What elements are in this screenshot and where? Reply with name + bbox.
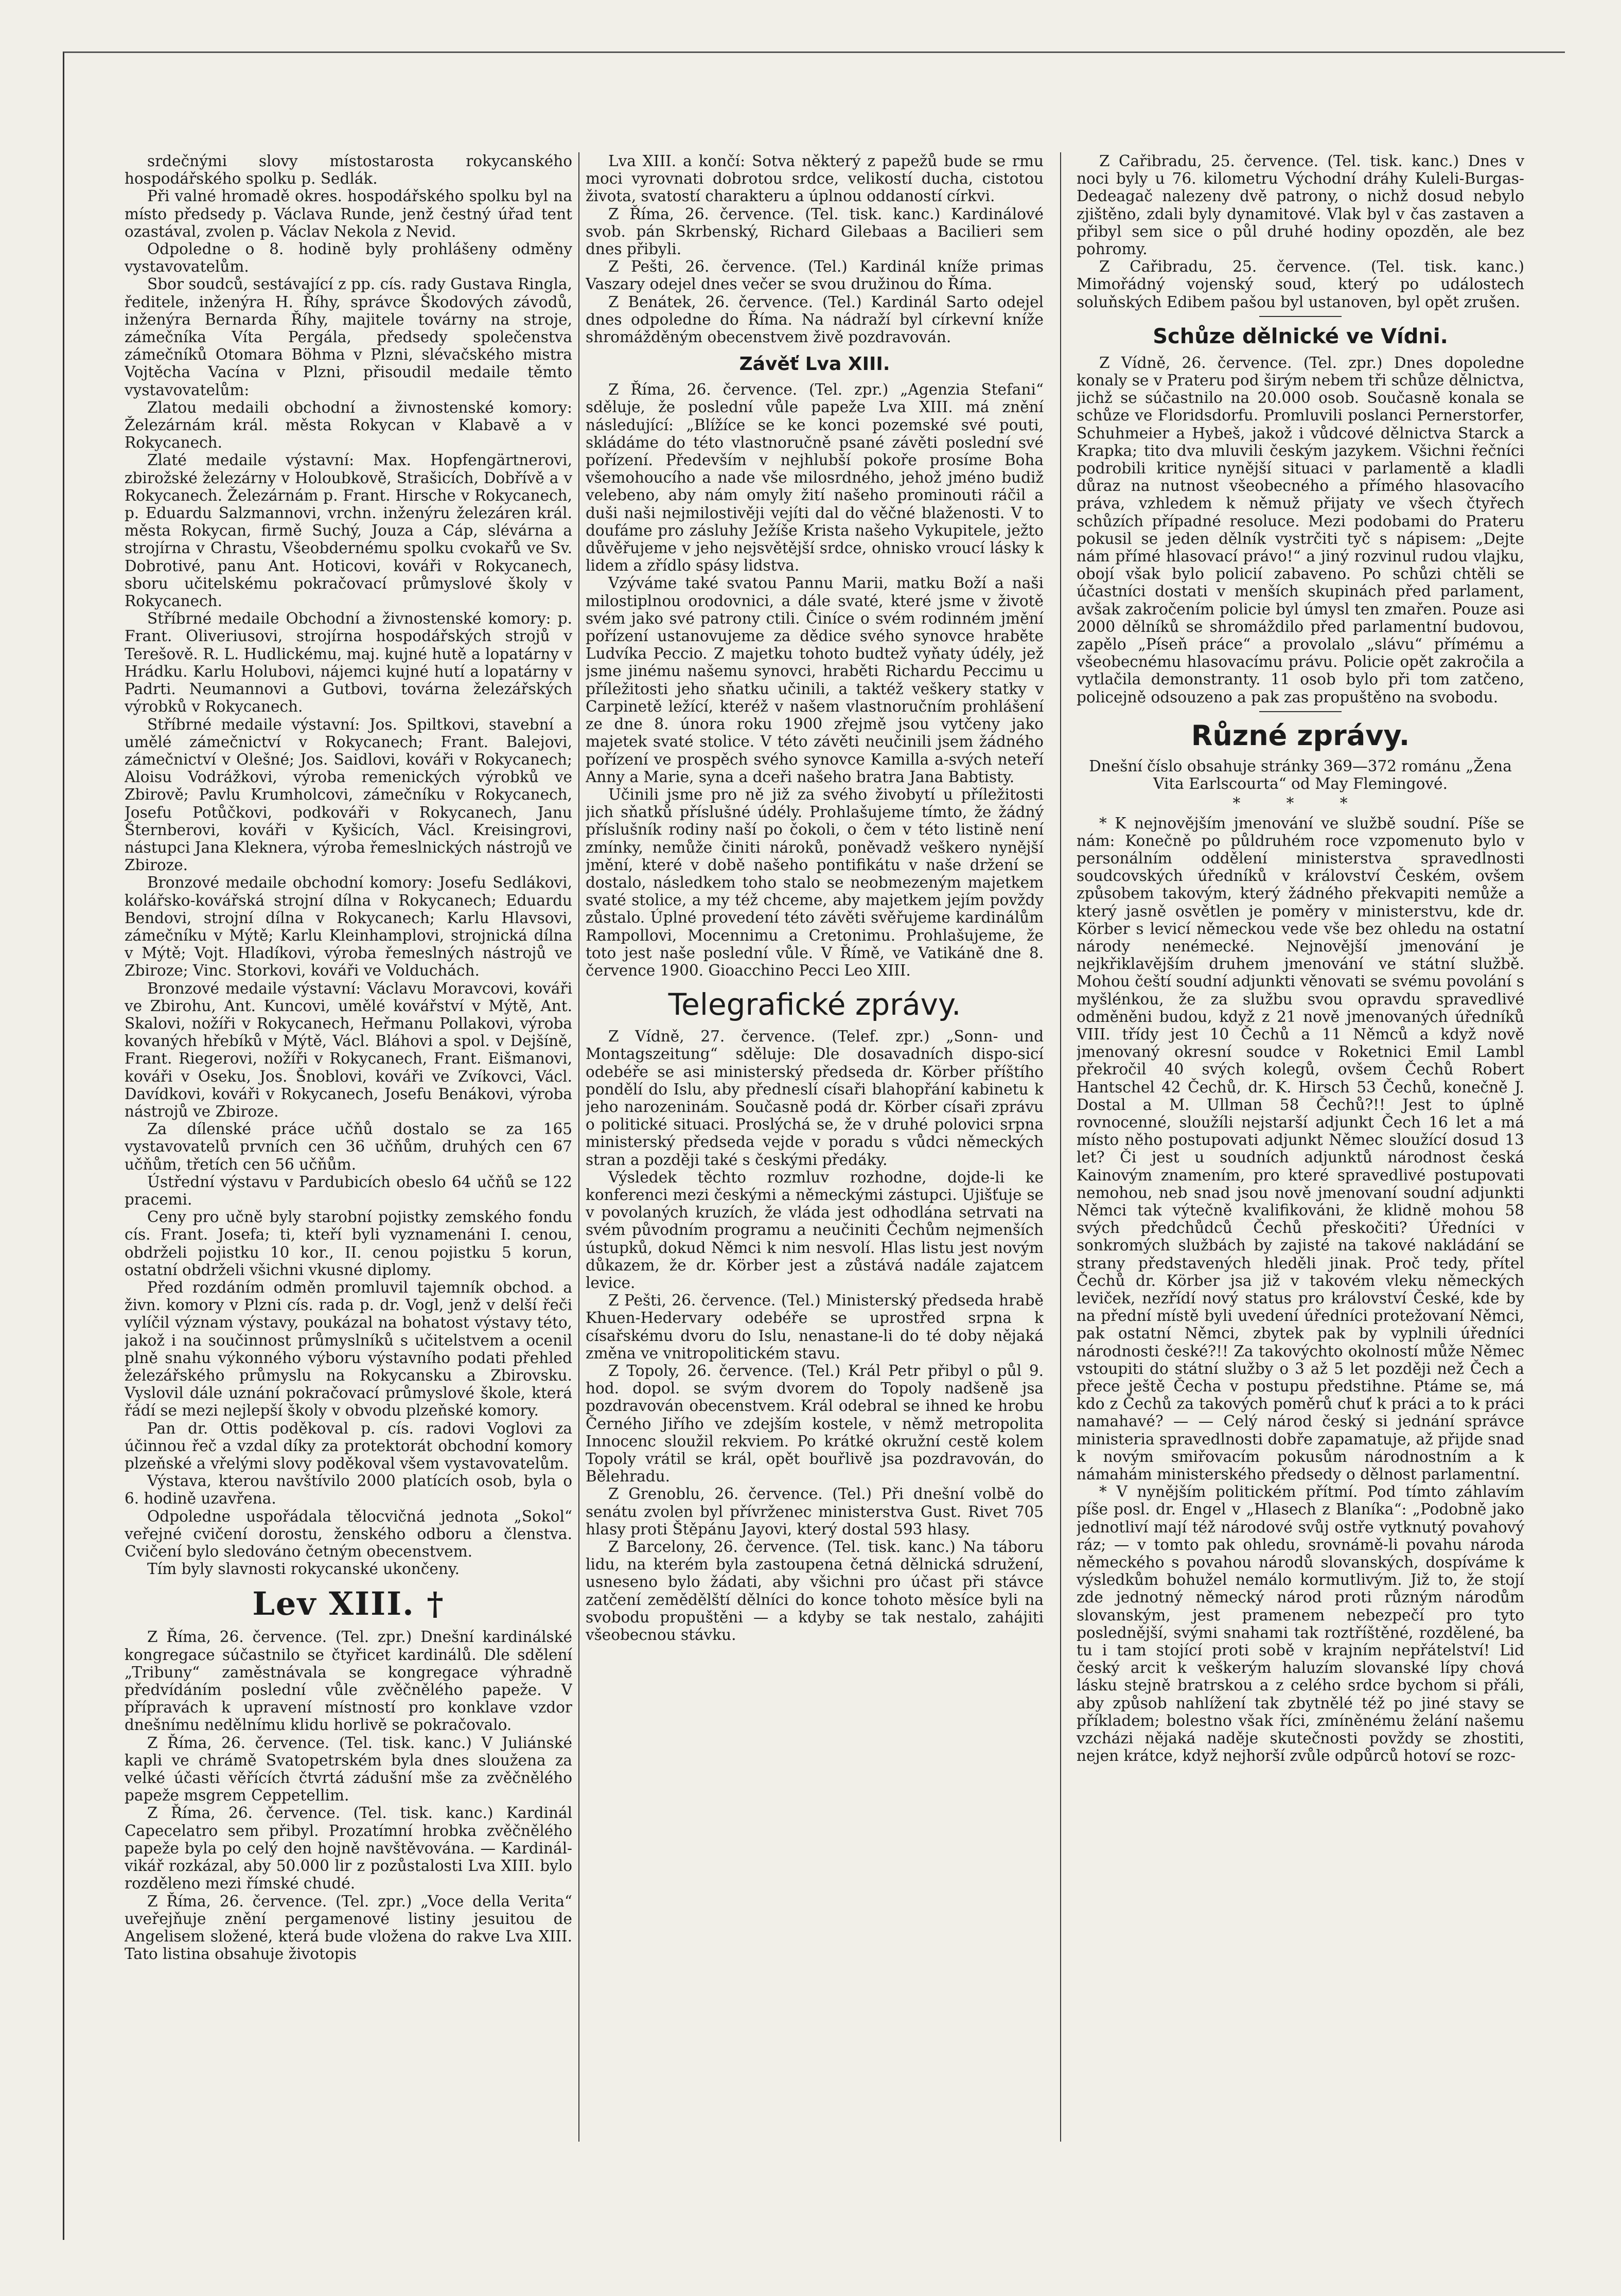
paragraph: Z Vídně, 27. července. (Telef. zpr.) „Sonn- und Montagszeitung“ sděluje: Dle dosavadních dispo-sicí odebéře se asi ministerský předseda dr. Körber příštího pondělí do Islu, aby předneslí císaři blahopřání kabinetu k jeho narozeninám. Současně podá dr. Körber císaři zprávu o politické situaci. Proslýchá se, že v druhé polovici srpna ministerský předseda vejde v poradu s vůdci německých stran a později také s českými předáky.	[586, 1028, 1044, 1169]
paragraph: Tím byly slavnosti rokycanské ukončeny.	[147, 1560, 460, 1578]
paragraph: srdečnými slovy místostarosta rokycanského hospodářského spolku p. Sedlák.	[125, 152, 572, 188]
paragraph: * V nynějším politickém přítmí. Pod tímto záhlavím píše posl. dr. Engel v „Hlasech z Blaníka“: „Podobně jako jednotliví mají též národové svůj ostře vytknutý povahový ráz; — v tomto pak ohledu, srovnámě-li povahu národa německého s povahou národů slovanských, dospíváme k výsledkům bohužel nemálo kormutlivým. Již to, že stojí zde jednotný německý národ proti různým národům slovanským, jest pramenem nebezpečí pro tyto poslednější, svými snahami tak roztříštěné, rozdělené, ba tu i tam stojící proti sobě v krajním nepřátelství! Lid český arcit k veškerým haluzím slovanské lípy chová lásku stejně bratrskou a z celého srdce bychom si přáli, aby způsob nahlížení tak zbytnělé též po jiné stavy se příkladem; bolestno však říci, zmíněnému želání našemu vzcházi nějaká naděje skutečnosti povždy se zhostiti, nejen krátce, když nejhorší zvůle odpůrců hotoví se rozc-	[1077, 1483, 1524, 1765]
paragraph: Pan dr. Ottis poděkoval p. cís. radovi Voglovi za účinnou řeč a vzdal díky za protektorát obchodní komory plzeňské a vřelými slovy poděkoval všem vystavovatelům.	[125, 1419, 572, 1473]
paragraph: Za dílenské práce učňů dostalo se za 165 vystavovatelů prvních cen 36 učňům, druhých cen 67 učňům, třetích cen 56 učňům.	[125, 1120, 572, 1173]
paragraph: Výstava, kterou navštívilo 2000 platících osob, byla o 6. hodině uzavřena.	[125, 1472, 572, 1508]
section-divider	[1259, 711, 1342, 712]
paragraph: Ústřední výstavu v Pardubicích obeslo 64 učňů se 122 pracemi.	[125, 1173, 572, 1208]
paragraph: Z Grenoblu, 26. července. (Tel.) Při dnešní volbě do senátu zvolen byl přívrženec ministerstva Gust. Rivet 705 hlasy proti Štěpánu Jayovi, který dostal 593 hlasy.	[586, 1485, 1044, 1538]
paragraph: Odpoledne o 8. hodině byly prohlášeny odměny vystavovatelům.	[125, 240, 572, 276]
paragraph: Bronzové medaile obchodní komory: Josefu Sedlákovi, kolářsko-kovářská strojní dílna v Rokycanech; Eduardu Bendovi, strojní dílna v Rokycanech; Karlu Hlavsovi, zámečníku v Mýtě; Karlu Kleinhamplovi, strojnická dílna v Mýtě; Vojt. Hladíkovi, výroba řemeslných nástrojů ve Zbiroze; Vinc. Storkovi, kováři ve Volduchách.	[125, 874, 572, 980]
column-rule-2	[1060, 152, 1061, 2142]
section-heading-schuze: Schůze dělnické ve Vídni.	[1153, 324, 1448, 348]
paragraph: Z Říma, 26. července. (Tel. tisk. kanc.) Kardinálové svob. pán Skrbenský, Richard Gilebaas a Bacilieri sem dnes přibyli.	[586, 205, 1044, 258]
paragraph: Bronzové medaile výstavní: Václavu Moravcovi, kováři ve Zbirohu, Ant. Kuncovi, umělé kovářství v Mýtě, Ant. Skalovi, nožíři v Rokycanech, Heřmanu Pollakovi, výroba kovaných hřebíků v Mýtě, Václ. Bláhovi a spol. v Dejšíně, Frant. Riegerovi, nožíři v Rokycanech, Frant. Eišmanovi, kováři v Oseku, Jos. Šnoblovi, kováři ve Zvíkovci, Václ. Davídkovi, kováři v Rokycanech, Josefu Benákovi, výroba nástrojů ve Zbiroze.	[125, 979, 572, 1120]
paragraph: Z Cařibradu, 25. července. (Tel. tisk. kanc.) Mimořádný vojenský soud, který po událostech soluňských Edibem pašou byl ustanoven, byl opět zrušen.	[1077, 258, 1524, 311]
paragraph: * K nejnovějším jmenování ve službě soudní. Píše se nám: Konečně po půldruhém roce vzpomenuto bylo v personálním oddělení ministerstva spravedlnosti soudcovských úředníků v království Českém, ovšem způsobem takovým, který žádného překvapiti nemůže a který jasně osvětlen je poměry v ministerstvu, kde dr. Körber s levicí německou vede vše bez ohledu na ostatní národy nenémecké. Nejnovější jmenování je nejkřiklavějším druhem jmenování ve státní službě. Mohou čeští soudní adjunkti věnovati se svému povolání s myšlénkou, že za službu svou opravdu spravedlivé odměněni budou, když z 21 nově jmenovaných úředníků VIII. třídy jest 10 Čechů a 11 Němců a když nově jmenovaný okresní soudce v Roketnici Emil Lambl překročil 40 svých kolegů, ovšem Čechů Robert Hantschel 42 Čechů, dr. K. Hirsch 53 Čechů, konečně J. Dostal a M. Ullman 58 Čechů?!! Jest to úplně rovnocenné, sloužíli nejstarší adjunkt Čech 16 let a má místo něho postupovati adjunkt Němec sloužící dosud 13 let? Či jest u soudních adjunktů národnost česká Kainovým znamením, pro které spravedlivé postupovati nemohou, neb snad jsou nově jmenovaní soudní adjunkti Němci tak výtečně kvalifikováni, že klidně mohou 58 svých předchůdců Čechů přeskočiti? Úředníci v sonkromých službách by zajisté na takové nakládání se strany představených hleděli jinak. Proč tedy, přítel Čechů dr. Körber jsa již v takovém vleku německých leviček, nezřídí nový status pro království České, kde by na přední místě byli uvedení úředníci protežovaní Němci, pak ostatní Němci, zbytek pak by vyplnili úředníci národnosti české?!! Za takovýchto okolností může Němec vstoupiti do státní služby o 3 až 5 let později než Čech a přece ještě Čecha v postupu předstihne. Ptáme se, má kdo z Čechů za takových poměrů chuť k práci a to k práci namahavé? — — Celý národ český si jednání správce ministeria spravedlnosti dobře zapamatuje, až přijde snad k novým smiřovacím pokusům národnostním a k námahám ministerského předsedy o dělnost parlamentní.	[1077, 814, 1524, 1483]
section-heading-zavet: Závěť Lva XIII.	[739, 354, 890, 375]
paragraph: Ceny pro učně byly starobní pojistky zemského fondu cís. Frant. Josefa; ti, kteří byli vyznamenáni I. cenou, obdrželi pojistku 10 kor., II. cenou pojistku 5 korun, ostatní obdrželi všichni vkusné diplomy.	[125, 1208, 572, 1279]
paragraph: Z Benátek, 26. července. (Tel.) Kardinál Sarto odejel dnes odpoledne do Říma. Na nádraží byl církevní kníže shromážděným obecenstvem živě pozdravován.	[586, 293, 1044, 346]
stars-divider: * * *	[1232, 794, 1368, 813]
paragraph: Z Pešti, 26. července. (Tel.) Ministerský předseda hrabě Khuen-Hedervary odebéře se uprostřed srpna k císařskému dvoru do Islu, nenastane-li do té doby nějaká změna ve vnitropolitickém stavu.	[586, 1292, 1044, 1362]
paragraph: Výsledek těchto rozmluv rozhodne, dojde-li ke konferenci mezi českými a německými zástupci. Ujišťuje se v povolaných kruzích, že vláda jest odhodlána setrvati na svém původním programu a neučiniti Čechům nejmenších ústupků, dokud Němci k nim nesvolí. Hlas listu jest novým důkazem, že dr. Körber jest a zůstává nadále zajatcem levice.	[586, 1168, 1044, 1292]
paragraph: Sbor soudců, sestávající z pp. cís. rady Gustava Ringla, ředitele, inženýra H. Říhy, správce Škodových závodů, inženýra Bernarda Říhy, majitele továrny na stroje, zámečníka Víta Pergála, předsedy společenstva zámečníků Otomara Böhma v Plzni, slévačského mistra Vojtěcha Vacína v Plzni, přisoudil medaile těmto vystavovatelům:	[125, 275, 572, 399]
paragraph: Z Vídně, 26. července. (Tel. zpr.) Dnes dopoledne konaly se v Prateru pod širým nebem tři schůze dělnictva, jichž se súčastnilo na 20.000 osob. Současně konala se schůze ve Floridsdorfu. Promluvili poslanci Pernerstorfer, Schuhmeier a Hybeš, jakož i vůdcové dělnictva Starck a Krapka; tito dva mluvili českým jazykem. Všichni řečníci podrobili kritice nynější situaci v parlamentě a kladli důraz na nutnost všeobecného a přímého hlasovacího práva, vzhledem k němuž přijaty ve všech čtyřech schůzích případné resoluce. Mezi podobami do Prateru pokusil se jeden dělník vystrčiti tyč s nápisem: „Dejte nám přímé hlasovací právo!“ a jiný rozvinul rudou vlajku, obojí však bylo policií zabaveno. Po schůzi chtěli se účastníci dostati v menších skupinách před parlament, avšak zakročením policie byl úmysl ten zmařen. Pouze asi 2000 dělníků se shromáždilo před parlamentní budovou, zapělo „Píseň práce“ a provolalo „slávu“ přímému a všeobecnému hlasovacímu právu. Policie opět zakročila a vytlačila demonstranty. 11 osob bylo při tom zatčeno, policejně odsouzeno a pak zas propuštěno na svobodu.	[1077, 354, 1524, 706]
paragraph: Z Říma, 26. července. (Tel. tisk. kanc.) V Juliánské kapli ve chrámě Svatopetrském byla dnes sloužena za velké účasti věřících čtvrtá zádušní mše za zvěčnělého papeže msgrem Ceppetellim.	[125, 1734, 572, 1805]
section-divider	[1259, 316, 1342, 317]
paragraph: Zlatou medaili obchodní a živnostenské komory: Železárnám král. města Rokycan v Klabavě a v Rokycanech.	[125, 398, 572, 452]
paragraph: Stříbrné medaile Obchodní a živnostenské komory: p. Frant. Oliveriusovi, strojírna hospodářských strojů v Terešově. R. L. Hudlickému, maj. kujné hutě a lopatárny v Hrádku. Karlu Holubovi, nájemci kujné hutí a lopatárny v Padrti. Neumannovi a Gutbovi, továrna železářských výrobků v Rokycanech.	[125, 610, 572, 716]
paragraph: Zlaté medaile výstavní: Max. Hopfengärtnerovi, zbirožské železárny v Holoubkově, Strašicích, Dobřívě a v Rokycanech. Železárnám p. Frant. Hirsche v Rokycanech, p. Eduardu Salzmannovi, vrchn. inženýru železáren král. města Rokycan, firmě Suchý, Jouza a Cáp, slévárna a strojírna v Chrastu, Všeobdernému spolku cvokařů ve Sv. Dobrotivé, panu Ant. Hoticovi, kováři v Rokycanech, sboru učitelskému pokračovací průmyslové školy v Rokycanech.	[125, 451, 572, 610]
paragraph: Lva XIII. a končí: Sotva některý z papežů bude se rmu moci vyrovnati dobrotou srdce, velikostí ducha, cistotou života, svatostí charakteru a úplnou oddaností církvi.	[586, 152, 1044, 205]
paragraph: Z Cařibradu, 25. července. (Tel. tisk. kanc.) Dnes v noci byly u 76. kilometru Východní dráhy Kuleli-Burgas-Dedeagač nalezeny dvě patrony, o nichž dosud nebylo zjištěno, zdali byly dynamitové. Vlak byl v čas zastaven a přibyl sem sice o půl druhé hodiny opozděn, ale bez pohromy.	[1077, 152, 1524, 258]
column-3	[1077, 152, 1524, 2193]
section-heading-ruzne: Různé zprávy.	[1191, 719, 1410, 752]
paragraph: Vzýváme také svatou Pannu Marii, matku Boží a naši milostiplnou orodovnici, a dále svaté, které jsme v životě svém jako své patrony ctili. Činíce o svém rodinném jmění pořízení ustanovujeme za dědice svého synovce hraběte Ludvíka Peccio. Z majetku tohoto budtež vyňaty údély, jež jsme jinému našemu synovci, hraběti Richardu Peccimu u příležitosti jeho sňatku učinili, a taktéž veškery statky v Carpinetě ležící, kteréž v našem vlastnoručním prohlášení ze dne 8. února roku 1900 zřejmě jsou vytčeny jako majetek svaté stolice. V této závěti neučinili jsem žádného pořízení ve prospěch svého synovce Kamilla a-svých neteří Anny a Marie, syna a dceři našeho bratra Jana Babtisty.	[586, 574, 1044, 786]
paragraph: Z Říma, 26. července. (Tel. tisk. kanc.) Kardinál Capecelatro sem přibyl. Prozatímní hrobka zvěčnělého papeže byla po celý den hojně navštěvována. — Kardinál-vikář rozkázal, aby 50.000 lir z pozůstalosti Lva XIII. bylo rozděleno mezi římské chudé.	[125, 1804, 572, 1893]
paragraph: Před rozdáním odměn promluvil tajemník obchod. a živn. komory v Plzni cís. rada p. dr. Vogl, jenž v delší řeči vylíčil význam výstavy, poukázal na bohatost výstavy této, jakož i na součinnost průmyslníků s učitelstvem a ocenil plně snahu výkonného výboru výstavního podati přehled železářského průmyslu na Rokycansku a Zbirovsku. Vyslovil dále uznání pokračovací průmyslové škole, která řádí se mezi nejlepší školy v obvodu plzeňské komory.	[125, 1279, 572, 1420]
notice: Dnešní číslo obsahuje stránky 369—372 románu „Žena Vita Earlscourta“ od May Flemingové.	[1089, 757, 1512, 793]
column-rule-1	[578, 152, 579, 2142]
paragraph: Z Pešti, 26. července. (Tel.) Kardinál kníže primas Vaszary odejel dnes večer se svou družinou do Říma.	[586, 258, 1044, 293]
paragraph: Z Topoly, 26. července. (Tel.) Král Petr přibyl o půl 9. hod. dopol. se svým dvorem do Topoly nadšeně jsa pozdravován obecenstvem. Král odebral se ihned ke hrobu Černého Jiřího ve zdejším kostele, v němž metropolita Innocenc sloužil rekviem. Po krátké okružní cestě kolem Topoly vrátil se král, opět bouřlivě jsa pozdravován, do Bělehradu.	[586, 1362, 1044, 1486]
paragraph: Odpoledne uspořádala tělocvičná jednota „Sokol“ veřejné cvičení dorostu, ženského odboru a členstva. Cvičení bylo sledováno četným obecenstvem.	[125, 1507, 572, 1561]
column-2	[586, 152, 1044, 2193]
paragraph: Z Říma, 26. července. (Tel. zpr.) Dnešní kardinálské kongregace súčastnilo se čtyřicet kardinálů. Dle sdělení „Tribuny“ zaměstnávala se kongregace výhradně předvídáním poslední vůle zvěčnělého papeže. V přípravách k upravení místností pro konklave vzdor dnešnímu nedělnímu klidu horlivě se pokračovalo.	[125, 1628, 572, 1734]
paragraph: Z Říma, 26. července. (Tel. zpr.) „Agenzia Stefani“ sděluje, že poslední vůle papeže Lva XIII. má znění následující: „Blížíce se ke konci pozemské své pouti, skládáme do této vlastnoručně psané závěti poslední své pořízení. Především v nejhlubší pokoře prosíme Boha všemohoucího a nade vše milosrdného, jehož jméno budiž velebeno, aby nám omyly žití našeho prominouti ráčil a duši naši nejmilostivěji vejíti dal do věčné blaženosti. V to doufáme pro zásluhy Ježíše Krista našeho Vykupitele, ježto důvěřujeme v jeho nejsvětější srdce, ohnisko vroucí lásky k lidem a zřídlo spásy lidstva.	[586, 381, 1044, 575]
paragraph: Stříbrné medaile výstavní: Jos. Spiltkovi, stavební a umělé zámečnictví v Rokycanech; Frant. Balejovi, zámečnictví v Olešné; Jos. Saidlovi, kováři v Rokycanech; Aloisu Vodrážkovi, výroba remenických výrobků ve Zbirově; Pavlu Krumholcovi, zámečníku v Rokycanech, Josefu Potůčkovi, podkováři v Rokycanech, Janu Šternberovi, kováři v Kyšicích, Václ. Kreisingrovi, nástupci Jana Kleknera, výroba řemeslnických nástrojů ve Zbiroze.	[125, 715, 572, 874]
paragraph: Z Barcelony, 26. července. (Tel. tisk. kanc.) Na táboru lidu, na kterém byla zastoupena četná dělnická sdružení, usneseno bylo žádati, aby všichni pro účast při stávce zatčení zemědělští dělníci do konce tohoto měsíce byli na svobodu propuštěni — a kdyby se tak nestalo, zahájiti všeobecnou stávku.	[586, 1538, 1044, 1644]
section-heading-lev-xiii: Lev XIII. †	[252, 1585, 445, 1623]
paragraph: Při valné hromadě okres. hospodářského spolku byl na místo předsedy p. Václava Runde, jenž čestný úřad tent ozastával, zvolen p. Václav Nekola z Nevid.	[125, 187, 572, 240]
paragraph: Z Říma, 26. července. (Tel. zpr.) „Voce della Verita“ uveřejňuje znění pergamenové listiny jesuitou de Angelisem složené, která bude vložena do rakve Lva XIII. Tato listina obsahuje životopis	[125, 1892, 572, 1963]
column-1	[125, 152, 572, 2193]
section-heading-telegraficke: Telegrafické zprávy.	[668, 987, 961, 1022]
paragraph: Učinili jsme pro ně již za svého živobytí u příležitosti jich sňatků příslušné údély. Prohlašujeme tímto, že žádný příslušník rodiny naší po čokoli, o čem v této listině není zmínky, nemůže činiti nároků, poněvadž veškero nynější jmění, které v době našeho pontifikátu v naše držení se dostalo, následkem toho stalo se neobmezeným majetkem svaté stolice, a my též chceme, aby majetkem jejím povždy zůstalo. Úplné provedení této závěti svěřujeme kardinálům Rampollovi, Mocennimu a Cretonimu. Prohlašujeme, že toto jest naše poslední vůle. V Římě, ve Vatikáně dne 8. července 1900. Gioacchino Pecci Leo XIII.	[586, 785, 1044, 979]
